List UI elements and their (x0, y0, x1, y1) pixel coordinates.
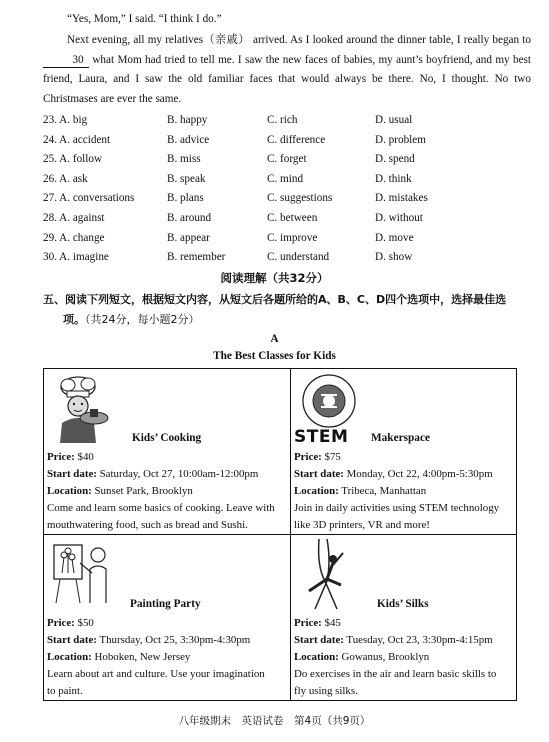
class-card-cooking (44, 369, 290, 534)
price-line: Price: $50 (47, 617, 94, 629)
option-row-25: 25. A. follow B. miss C. forget D. spend (43, 153, 415, 166)
option-row-26: 26. A. ask B. speak C. mind D. think (43, 172, 412, 185)
class-title: Kids’ Silks (377, 598, 429, 610)
reading-section-title: 阅读理解（共32分） (220, 271, 329, 285)
start-line: Start date: Monday, Oct 22, 4:00pm-5:30pm (294, 468, 493, 480)
class-card-silks (291, 535, 517, 701)
passage-paragraph: Next evening, all my relatives（亲戚） arrived. As I looked around the dinner table, I really began to 30 what Mom had tried to tell me. I saw the new faces of babies, my aunt’s boyfriend, and my best friend, Laura, and I saw the old familiar faces that would always be there. No, I thought. No two Christmases are ever the same. (43, 34, 531, 105)
location-line: Location: Sunset Park, Brooklyn (47, 485, 193, 497)
class-title: Makerspace (371, 432, 430, 444)
option-row-23: 23. A. big B. happy C. rich D. usual (43, 114, 413, 126)
class-title: Kids’ Cooking (132, 432, 202, 444)
option-row-28: 28. A. against B. around C. between D. without (43, 211, 423, 224)
blank-30: 30 (43, 53, 89, 68)
class-title: Painting Party (130, 598, 201, 610)
stem-logo: STEM (294, 427, 349, 447)
option-row-30: 30. A. imagine B. remember C. understand D. show (43, 251, 413, 264)
description-line: Do exercises in the air and learn basic skills to (294, 668, 497, 680)
start-line: Start date: Tuesday, Oct 23, 3:30pm-4:15pm (294, 634, 493, 646)
description-line: fly using silks. (294, 685, 358, 697)
description-line: like 3D printers, VR and more! (294, 519, 430, 531)
quote-line: “Yes, Mom,” I said. “I think I do.” (67, 13, 222, 25)
option-row-27: 27. A. conversations B. plans C. suggestions D. mistakes (43, 192, 428, 205)
passage-letter: A (270, 333, 279, 345)
aerial-silks-icon (297, 537, 359, 611)
description-line: Join in daily activities using STEM technology (294, 502, 500, 514)
page-footer: 八年级期末 英语试卷 第4页（共9页） (178, 715, 371, 727)
option-row-29: 29. A. change B. appear C. improve D. move (43, 231, 414, 244)
options-list (43, 111, 513, 268)
start-line: Start date: Thursday, Oct 25, 3:30pm-4:30pm (47, 634, 251, 646)
stem-gear-icon (301, 373, 357, 429)
description-line: Come and learn some basics of cooking. Leave with (47, 502, 275, 514)
chef-icon (50, 373, 112, 445)
classes-table (43, 368, 517, 701)
description-line: to paint. (47, 685, 83, 697)
description-line: Learn about art and culture. Use your imagination (47, 668, 265, 680)
passage-title: The Best Classes for Kids (213, 350, 336, 362)
painter-icon (50, 539, 116, 607)
start-line: Start date: Saturday, Oct 27, 10:00am-12:00pm (47, 468, 259, 480)
location-line: Location: Gowanus, Brooklyn (294, 651, 430, 663)
location-line: Location: Hoboken, New Jersey (47, 651, 191, 663)
location-line: Location: Tribeca, Manhattan (294, 485, 427, 497)
class-card-painting (44, 535, 290, 701)
option-row-24: 24. A. accident B. advice C. difference D. problem (43, 133, 426, 146)
price-line: Price: $75 (294, 451, 341, 463)
price-line: Price: $45 (294, 617, 341, 629)
section-5-instructions: 五、阅读下列短文，根据短文内容，从短文后各题所给的A、B、C、D四个选项中，选择最佳选 项。（共24分，每小题2分） (43, 293, 507, 326)
class-card-makerspace (291, 369, 517, 534)
price-line: Price: $40 (47, 451, 94, 463)
description-line: mouthwatering food, such as bread and Sushi. (47, 519, 248, 531)
